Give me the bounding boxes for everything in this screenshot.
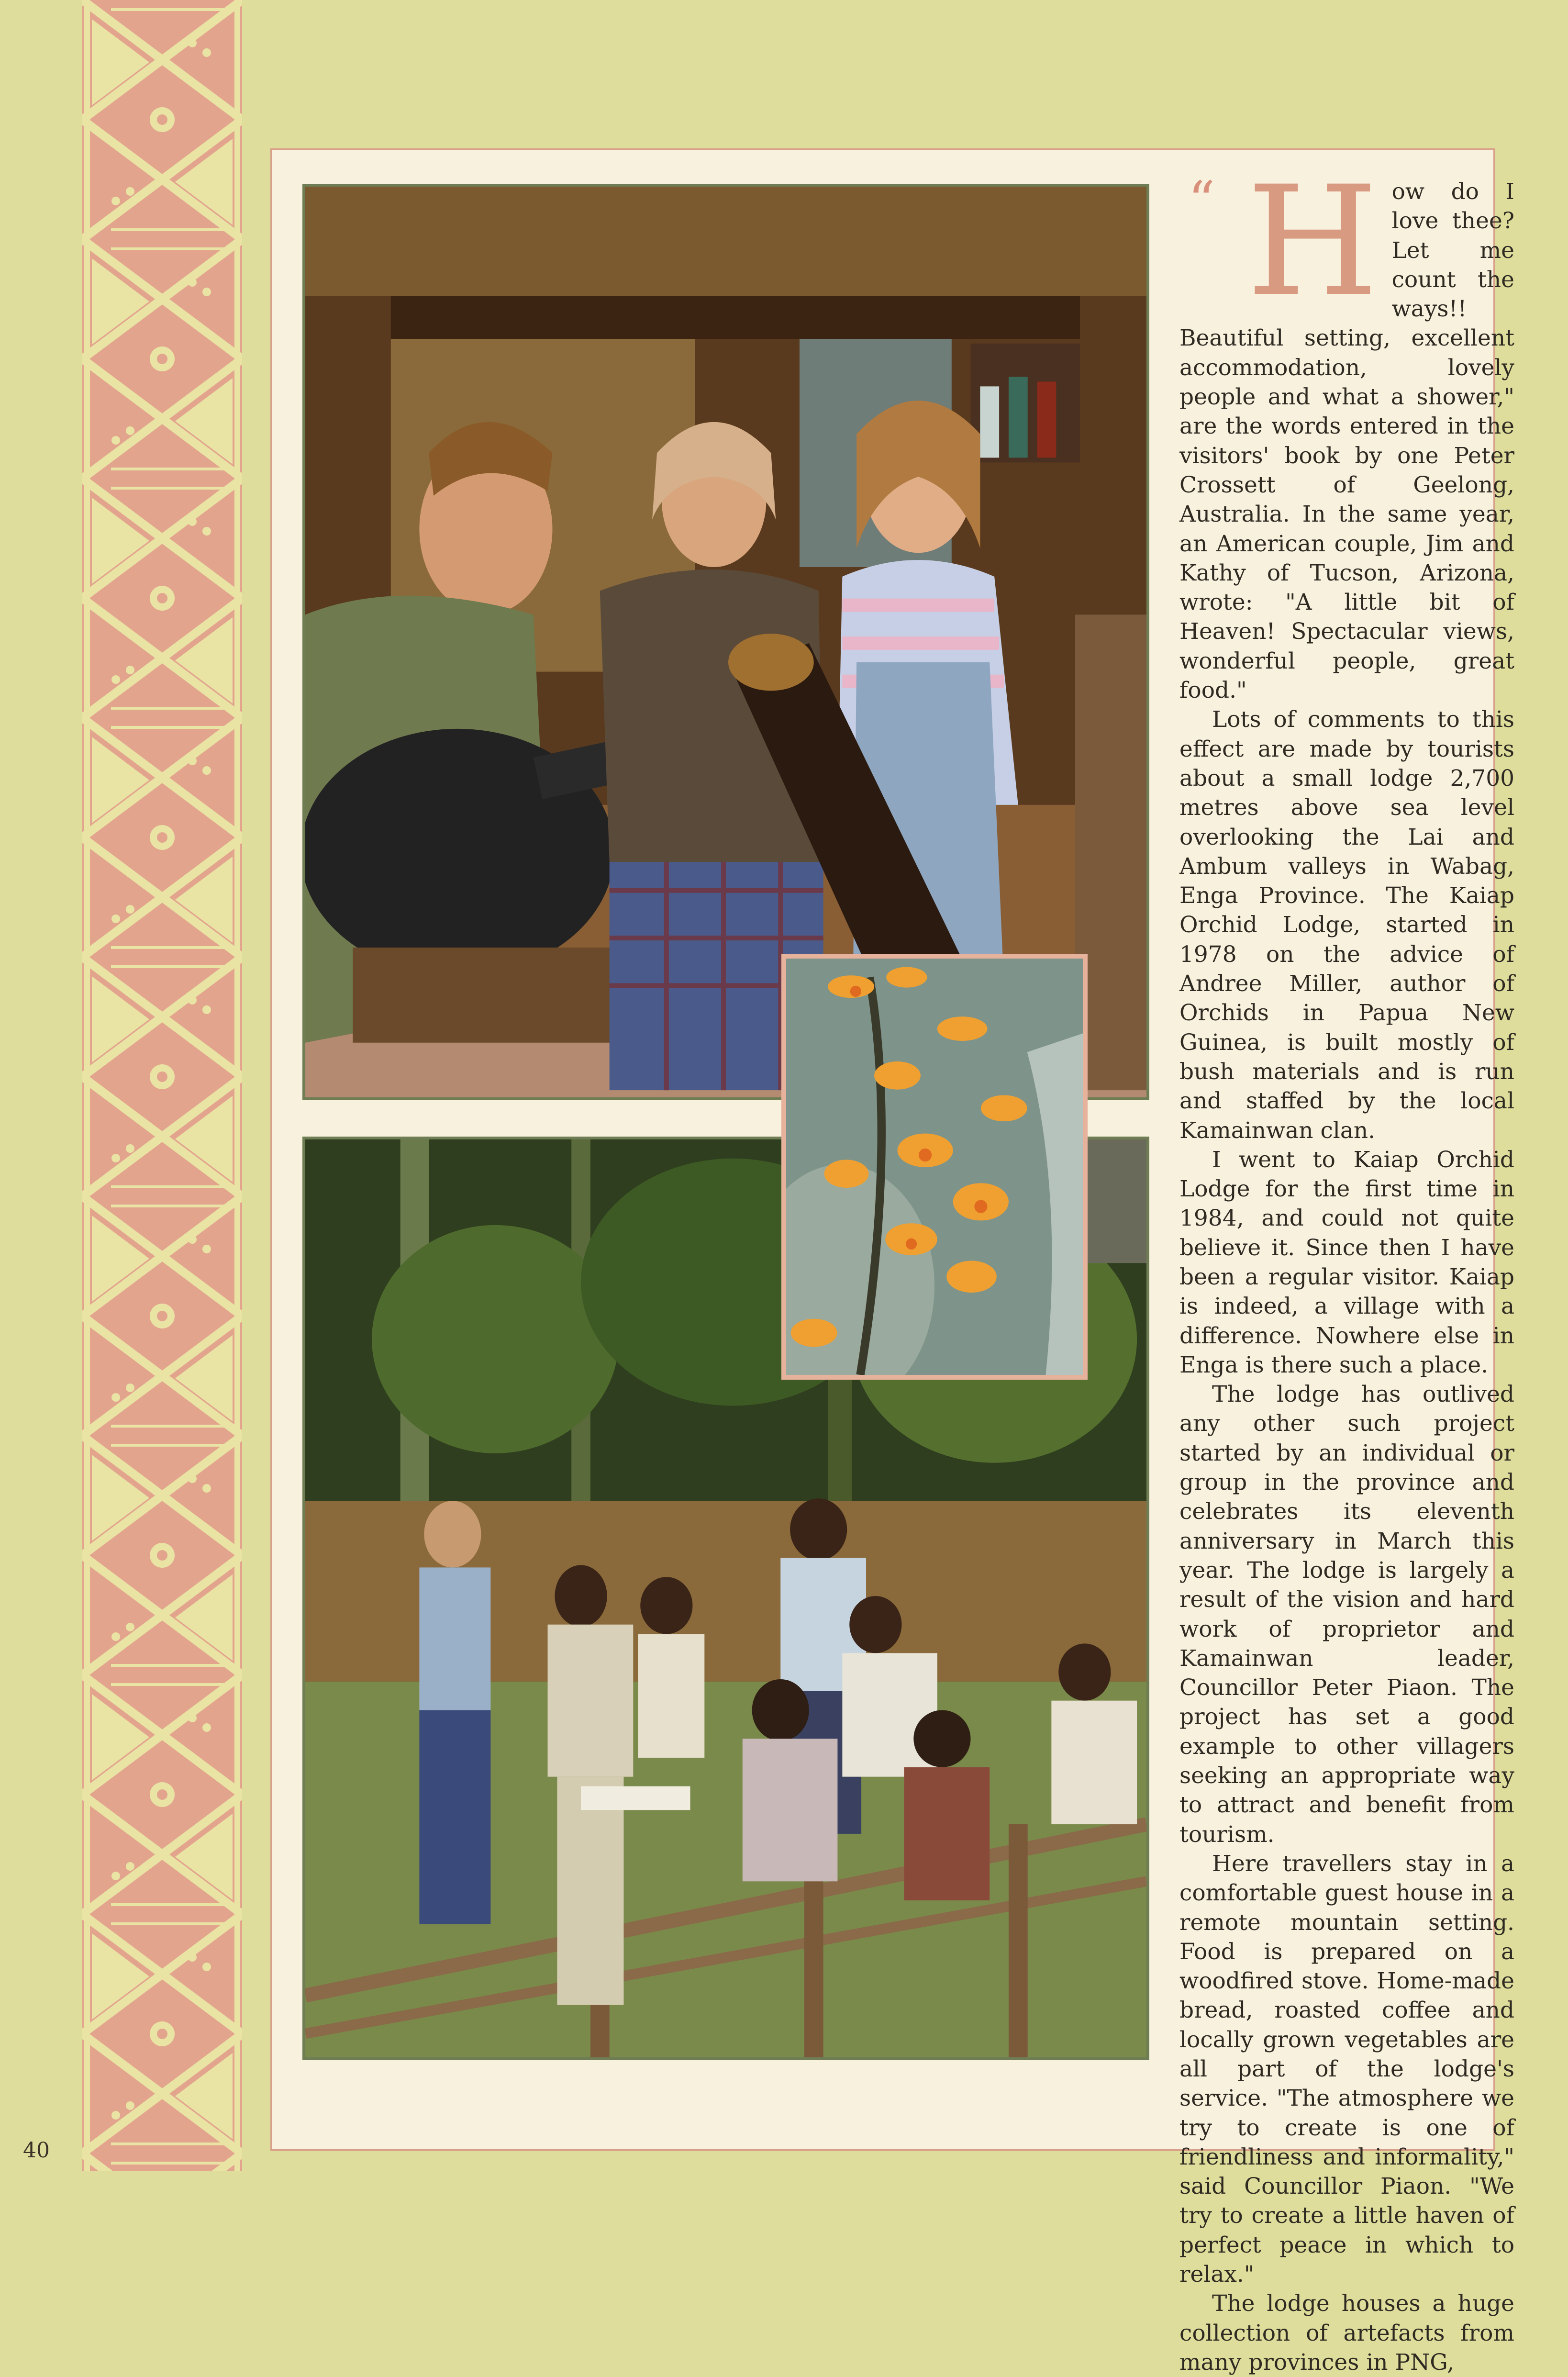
- article-paragraph-4: The lodge has outlived any other such project started by an individual or group in the province and celebrates its eleventh anniversary in March this year. The lodge is largely a result of the vision and hard work of proprietor and Kamainwan leader, Councillor Peter Piaon. The project has set a good example to other villagers seeking an appropriate way to attract and benefit from tourism.: [1179, 1381, 1514, 1848]
- article-paragraph-1: How do I love thee? Let me count the ways!! Beautiful setting, excellent accommodation, lovely people and what a shower," are the words entered in the visitors' book by one Peter Crossett of Geelong, Australia. In the same year, an American couple, Jim and Kathy of Tucson, Arizona, wrote: "A little bit of Heaven! Spectacular views, wonderful people, great food.": [1179, 154, 1514, 704]
- tribal-border-pattern: [82, 0, 242, 2171]
- opening-quote-mark: “: [1188, 170, 1212, 231]
- drop-cap: H: [1246, 154, 1379, 330]
- article-paragraph-6: The lodge houses a huge collection of artefacts from many provinces in PNG,: [1179, 2290, 1514, 2376]
- article-paragraph-5: Here travellers stay in a comfortable guest house in a remote mountain setting. Food is prepared on a woodfired stove. Home-made bread, roasted coffee and locally grown vegetables are all part of the lodge's service. "The atmosphere we try to create is one of friendliness and informality," said Councillor Piaon. "We try to create a little haven of perfect peace in which to relax.": [1179, 1850, 1514, 2288]
- article-body: [1179, 154, 1514, 2377]
- article-paragraph-2: Lots of comments to this effect are made by tourists about a small lodge 2,700 metres above sea level overlooking the Lai and Ambum valleys in Wabag, Enga Province. The Kaiap Orchid Lodge, started in 1978 on the advice of Andree Miller, author of Orchids in Papua New Guinea, is built mostly of bush materials and is run and staffed by the local Kamainwan clan.: [1179, 706, 1514, 1144]
- article-paragraph-3: I went to Kaiap Orchid Lodge for the first time in 1984, and could not quite believe it. Since then I have been a regular visitor. Kaiap is indeed, a village with a difference. Nowhere else in Enga is there such a place.: [1179, 1146, 1514, 1378]
- page-number: 40: [23, 2138, 50, 2163]
- photo-orange-orchid: [781, 954, 1088, 1380]
